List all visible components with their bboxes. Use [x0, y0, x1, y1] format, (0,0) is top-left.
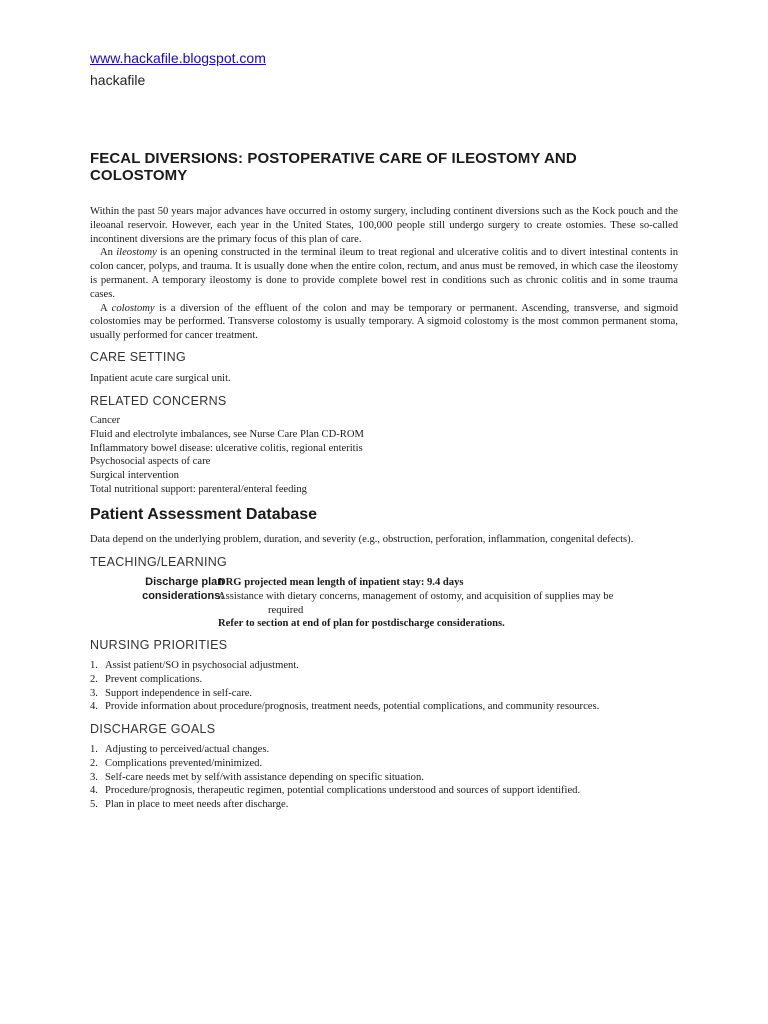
- intro-paragraph-3: [90, 302, 678, 343]
- list-item: [90, 687, 599, 701]
- assistance-text: Assistance with dietary concerns, management of ostomy, and acquisition of supplies may be: [218, 590, 614, 602]
- item-number: 1.: [90, 744, 98, 755]
- care-setting-heading: CARE SETTING: [90, 350, 186, 364]
- teaching-heading: TEACHING/LEARNING: [90, 555, 228, 569]
- list-item: [90, 700, 599, 714]
- item-number: 2.: [90, 673, 98, 685]
- list-item: Psychosocial aspects of care: [90, 456, 211, 468]
- intro2-pre: An: [100, 247, 117, 259]
- list-item: [90, 659, 599, 673]
- refer-text: Refer to section at end of plan for postdischarge considerations.: [218, 618, 505, 630]
- intro3-post: is a diversion of the effluent of the colon and may be temporary or permanent. Ascending, transverse, and sigmoid colostomies may be performed. Transverse colostomy is usually temporary. A sigmoid colostomy is the most common permanent stoma, usually performed for cancer treatment.: [90, 302, 679, 342]
- item-text: Assist patient/SO in psychosocial adjustment.: [105, 660, 299, 671]
- item-text: Prevent complications.: [105, 673, 203, 685]
- page-title: FECAL DIVERSIONS: POSTOPERATIVE CARE OF ILEOSTOMY AND COLOSTOMY: [90, 150, 577, 184]
- list-item: Total nutritional support: parenteral/enteral feeding: [90, 483, 307, 495]
- nursing-priorities-heading: NURSING PRIORITIES: [90, 638, 228, 652]
- list-item: Surgical intervention: [90, 470, 179, 482]
- list-item: [90, 757, 580, 771]
- item-number: 3.: [90, 771, 98, 783]
- discharge-goals-heading: DISCHARGE GOALS: [90, 722, 216, 736]
- list-item: Inflammatory bowel disease: ulcerative colitis, regional enteritis: [90, 442, 363, 454]
- list-item: Cancer: [90, 415, 120, 426]
- item-text: Support independence in self-care.: [105, 687, 253, 699]
- item-number: 2.: [90, 757, 98, 769]
- intro3-pre: A: [100, 302, 112, 314]
- intro-paragraph-1: Within the past 50 years major advances have occurred in ostomy surgery, including continent diversions such as the Kock pouch and the ileoanal reservoir. However, each year in the United States, 100,000 people still undergo surgery to create ostomies. These so-called incontinent diversions are the primary focus of this plan of care.: [90, 206, 678, 245]
- intro2-post: is an opening constructed in the terminal ileum to treat regional and ulcerative colitis and to divert intestinal contents in colon cancer, polyps, and trauma. It is usually done when the entire colon, rectum, and anus must be removed, in which case the ileostomy is permanent. A temporary ileostomy is done to provide complete bowel rest in conditions such as chronic colitis and in some trauma cases.: [90, 247, 678, 300]
- assessment-text: Data depend on the underlying problem, duration, and severity (e.g., obstruction, perforation, inflammation, congenital defects).: [90, 534, 634, 545]
- drg-stay: DRG projected mean length of inpatient stay: 9.4 days: [218, 577, 464, 588]
- list-item: [90, 673, 599, 687]
- care-setting-text: Inpatient acute care surgical unit.: [90, 373, 231, 384]
- item-text: Plan in place to meet needs after discharge.: [105, 799, 289, 811]
- list-item: [90, 784, 580, 798]
- ileostomy-term: ileostomy: [116, 247, 157, 259]
- item-number: 1.: [90, 660, 98, 671]
- item-number: 3.: [90, 687, 98, 699]
- intro-paragraph-2: [90, 246, 678, 301]
- nursing-priorities-list: [90, 659, 599, 714]
- discharge-goals-list: [90, 743, 580, 812]
- site-name: hackafile: [90, 72, 146, 88]
- related-concerns-heading: RELATED CONCERNS: [90, 394, 227, 408]
- assessment-heading: Patient Assessment Database: [90, 506, 318, 523]
- assistance-continued: required: [268, 604, 304, 616]
- item-text: Self-care needs met by self/with assistance depending on specific situation.: [105, 771, 424, 783]
- intro-section: [90, 205, 678, 343]
- list-item: Fluid and electrolyte imbalances, see Nurse Care Plan CD-ROM: [90, 428, 364, 440]
- list-item: [90, 798, 580, 812]
- colostomy-term: colostomy: [111, 302, 155, 314]
- discharge-plan-content: [218, 576, 658, 631]
- item-text: Complications prevented/minimized.: [105, 757, 263, 769]
- blog-link[interactable]: www.hackafile.blogspot.com: [90, 50, 266, 66]
- item-number: 5.: [90, 799, 98, 811]
- item-text: Procedure/prognosis, therapeutic regimen, potential complications understood and sources of support identified.: [105, 785, 581, 797]
- list-item: [90, 743, 580, 757]
- related-concerns-list: [90, 414, 364, 497]
- discharge-plan-label: Discharge plan considerations:: [142, 576, 224, 602]
- item-text: Adjusting to perceived/actual changes.: [105, 744, 270, 755]
- item-number: 4.: [90, 701, 98, 713]
- item-text: Provide information about procedure/prognosis, treatment needs, potential complications, and community resources.: [105, 701, 600, 713]
- list-item: [90, 771, 580, 785]
- item-number: 4.: [90, 785, 98, 797]
